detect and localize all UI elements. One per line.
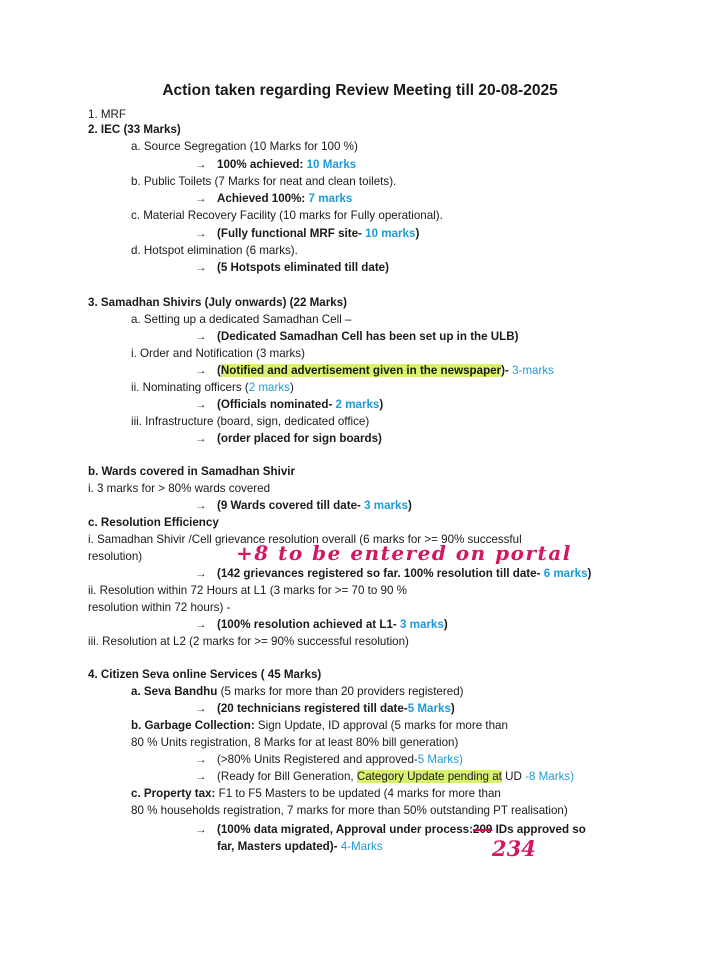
iec-item-c: c. Material Recovery Facility (10 marks for Fully operational). <box>131 209 443 222</box>
resolution-item-i-result: → (142 grievances registered so far. 100% resolution till date- 6 marks) <box>195 567 592 580</box>
section-iec-heading: 2. IEC (33 Marks) <box>88 123 181 136</box>
samadhan-item-iii-result: → (order placed for sign boards) <box>195 432 382 445</box>
seva-item-c-result-line2: far, Masters updated)- 4-Marks <box>217 840 383 853</box>
samadhan-item-i-result: → (Notified and advertisement given in the newspaper)- 3-marks <box>195 364 554 377</box>
arrow-icon: → <box>195 702 207 715</box>
arrow-icon: → <box>195 499 207 512</box>
samadhan-item-ii: ii. Nominating officers (2 marks) <box>131 381 294 394</box>
iec-item-d-result: → (5 Hotspots eliminated till date) <box>195 261 389 274</box>
resolution-item-i-line1: i. Samadhan Shivir /Cell grievance resolution overall (6 marks for >= 90% successful <box>88 533 522 546</box>
resolution-item-ii-line1: ii. Resolution within 72 Hours at L1 (3 marks for >= 70 to 90 % <box>88 584 407 597</box>
arrow-icon: → <box>195 364 207 377</box>
handwritten-note-portal: +8 to be entered on portal <box>236 541 572 565</box>
section-citizen-seva-heading: 4. Citizen Seva online Services ( 45 Marks) <box>88 668 322 681</box>
resolution-heading: c. Resolution Efficiency <box>88 516 219 529</box>
document-title: Action taken regarding Review Meeting till 20-08-2025 <box>162 82 558 99</box>
resolution-item-ii-result: → (100% resolution achieved at L1- 3 marks) <box>195 618 448 631</box>
seva-item-c-line1: c. Property tax: F1 to F5 Masters to be updated (4 marks for more than <box>131 787 501 800</box>
wards-item-i: i. 3 marks for > 80% wards covered <box>88 482 271 495</box>
arrow-icon: → <box>195 158 207 171</box>
iec-item-c-result: → (Fully functional MRF site- 10 marks) <box>195 227 420 240</box>
samadhan-item-iii: iii. Infrastructure (board, sign, dedicated office) <box>131 415 370 428</box>
arrow-icon: → <box>195 618 207 631</box>
seva-item-a: a. Seva Bandhu (5 marks for more than 20 providers registered) <box>131 685 464 698</box>
iec-item-a-result: → 100% achieved: 10 Marks <box>195 158 357 171</box>
wards-heading: b. Wards covered in Samadhan Shivir <box>88 465 296 478</box>
iec-item-b-result: → Achieved 100%: 7 marks <box>195 192 353 205</box>
seva-item-b-result-1: → (>80% Units Registered and approved-5 Marks) <box>195 753 463 766</box>
arrow-icon: → <box>195 192 207 205</box>
samadhan-item-i: i. Order and Notification (3 marks) <box>131 347 305 360</box>
section-samadhan-heading: 3. Samadhan Shivirs (July onwards) (22 Marks) <box>88 296 348 309</box>
arrow-icon: → <box>195 330 207 343</box>
iec-item-a: a. Source Segregation (10 Marks for 100 %) <box>131 140 358 153</box>
seva-item-b-line1: b. Garbage Collection: Sign Update, ID approval (5 marks for more than <box>131 719 508 732</box>
arrow-icon: → <box>195 227 207 240</box>
arrow-icon: → <box>195 398 207 411</box>
seva-item-c-line2: 80 % households registration, 7 marks for more than 50% outstanding PT realisation) <box>131 804 568 817</box>
samadhan-item-a: a. Setting up a dedicated Samadhan Cell – <box>131 313 352 326</box>
struck-value: 209 <box>473 823 493 836</box>
resolution-item-i-line2: resolution) <box>88 550 143 563</box>
arrow-icon: → <box>195 770 207 783</box>
arrow-icon: → <box>195 823 207 836</box>
handwritten-correction-234: 234 <box>492 836 536 861</box>
resolution-item-ii-line2: resolution within 72 hours) - <box>88 601 231 614</box>
seva-item-b-result-2: → (Ready for Bill Generation, Category Update pending at UD -8 Marks) <box>195 770 575 783</box>
seva-item-c-result-line1: → (100% data migrated, Approval under process:209 IDs approved so <box>195 823 586 836</box>
iec-item-b: b. Public Toilets (7 Marks for neat and clean toilets). <box>131 175 397 188</box>
arrow-icon: → <box>195 753 207 766</box>
seva-item-a-result: → (20 technicians registered till date-5 Marks) <box>195 702 455 715</box>
section-mrf: 1. MRF <box>88 108 127 121</box>
seva-item-b-line2: 80 % Units registration, 8 Marks for at least 80% bill generation) <box>131 736 459 749</box>
arrow-icon: → <box>195 261 207 274</box>
iec-item-d: d. Hotspot elimination (6 marks). <box>131 244 298 257</box>
arrow-icon: → <box>195 432 207 445</box>
arrow-icon: → <box>195 567 207 580</box>
samadhan-item-a-result: → (Dedicated Samadhan Cell has been set up in the ULB) <box>195 330 519 343</box>
wards-result: → (9 Wards covered till date- 3 marks) <box>195 499 412 512</box>
samadhan-item-ii-result: → (Officials nominated- 2 marks) <box>195 398 384 411</box>
resolution-item-iii: iii. Resolution at L2 (2 marks for >= 90% successful resolution) <box>88 635 409 648</box>
